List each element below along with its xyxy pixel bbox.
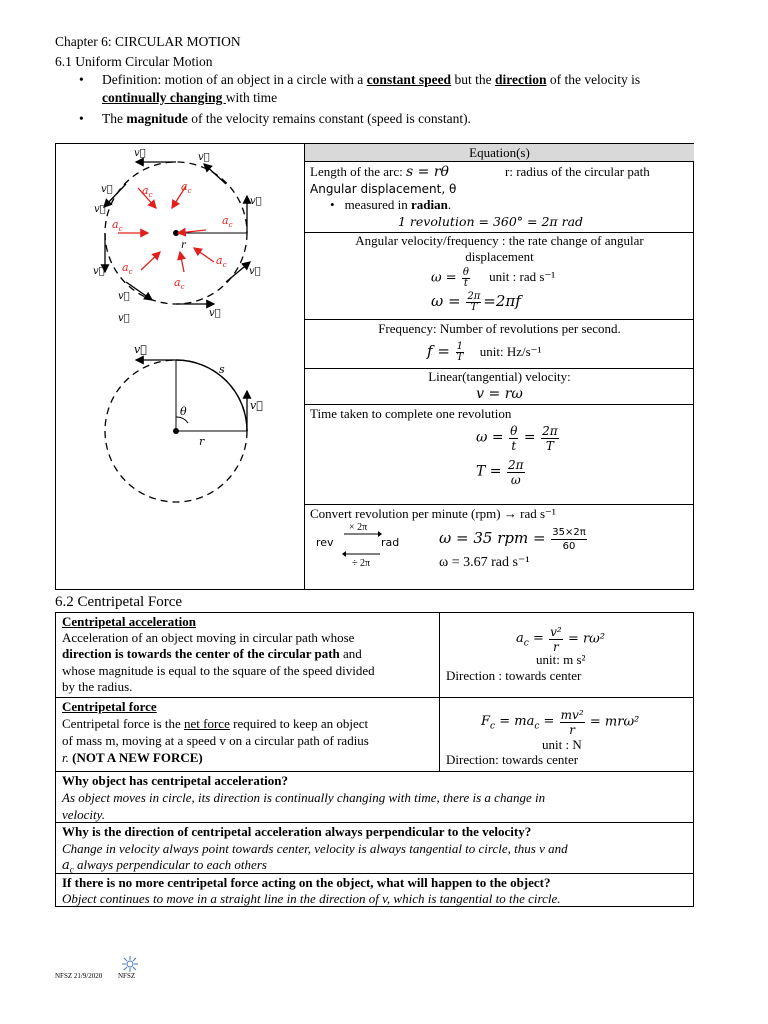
svg-text:ac: $a_c$ [122,261,133,276]
mr-omega-squared: = mrω² [589,714,640,730]
v2-over-r [549,625,563,654]
period-line: Time taken to complete one revolution [310,406,512,421]
c-sub: c [523,639,529,650]
nfsz-logo-icon [119,955,141,973]
svg-text:θ: θ [180,405,187,418]
svg-text:ac: $a_c$ [216,254,227,269]
svg-text:v⃗: v⃗ [93,266,105,277]
frac-den: 60 [562,541,576,552]
omega-result: ω = 3.67 rad s⁻¹ [439,555,530,570]
hz-unit: unit: Hz/s⁻¹ [479,343,542,359]
svg-text:v⃗: v⃗ [250,399,263,412]
definition-text-4: with time [225,90,278,105]
fc-symbol [481,714,555,733]
2pi-over-T [541,424,559,453]
rpm-fraction [551,526,587,553]
times-2pi-label: × 2π [349,522,368,533]
cent-acc-unit: unit: m s² [536,652,586,667]
div-2pi-label: ÷ 2π [352,558,371,569]
svg-text:s: s [219,363,225,376]
definition-text-2: but the [451,72,495,87]
continually-changing-term: continually changing [102,90,226,105]
arc-length-equation: s = rθ [406,164,449,180]
cent-acc-line1: Acceleration of an object moving in circular path whose [62,630,355,645]
radius-note: r: radius of the circular path [505,164,650,179]
cent-acc-line4: by the radius. [62,679,133,694]
arc-length-label: Length of the arc: [310,164,407,179]
magnitude-bullet [102,110,471,128]
period-equation [476,458,527,487]
chapter-title: Chapter 6: CIRCULAR MOTION [55,34,241,49]
svg-text:r: r [181,240,186,251]
2pi-over-T [466,292,481,313]
frac-num: 2π [467,291,481,302]
ac-symbol [516,631,544,650]
section-6-2-title: 6.2 Centripetal Force [55,594,183,610]
cent-force-unit: unit : N [542,737,582,752]
equals: = [523,429,536,446]
answer-1-line1: As object moves in circle, its direction is continually changing with time, there is a change in [62,790,546,805]
angular-velocity-line2: displacement [465,249,534,264]
footer-text: NFSZ 21/9/2020 [55,972,103,980]
rad-per-s-unit: unit : rad s⁻¹ [489,269,556,285]
ma-term: = ma [495,714,535,730]
cent-acc-equation [516,625,605,654]
svg-text:v⃗: v⃗ [198,152,210,163]
equals: = [528,631,544,647]
radian-term: radian [410,197,448,212]
magnitude-text-2: of the velocity remains constant (speed is constant). [187,111,471,126]
rev-label: rev [316,536,334,549]
cent-acc-line2 [62,646,362,662]
r-variable: r. [62,750,73,765]
omega-35rpm: ω = 35 rpm = [439,528,546,547]
equations-header: Equation(s) [305,144,694,162]
centripetal-acceleration-title: Centripetal acceleration [62,614,196,629]
row-divider [56,822,693,823]
omega-2pi-equation [431,292,521,313]
svg-text:ac: $a_c$ [142,184,153,199]
row-divider [305,404,694,405]
row-divider [56,771,693,772]
frac-den: r [553,640,559,654]
row-divider [305,504,694,505]
omega-rpm-equation [439,526,589,553]
cent-force-line2: of mass m, moving at a speed v on a circular path of radius [62,733,369,748]
bullet-dot: • [79,111,84,126]
svg-text:v⃗: v⃗ [118,313,130,324]
definition-text-3: of the velocity is [546,72,641,87]
1-over-T [456,342,464,363]
bullet-dot: • [79,72,84,87]
frequency-equation [427,342,541,363]
omega-symbol: ω = [431,270,457,286]
arc-length-diagram [56,339,304,509]
frac-num: 2π [508,458,524,472]
question-2: Why is the direction of centripetal acceleration always perpendicular to the velocity? [62,824,532,839]
c-sub: c [490,722,496,733]
svg-text:v⃗: v⃗ [94,204,106,215]
frac-num: θ [510,424,518,438]
direction-definition: direction is towards the center of the circular path [62,646,340,661]
frac-den: ω [510,473,521,487]
omega-2pif: =2πf [483,291,521,310]
question-1: Why object has centripetal acceleration? [62,773,289,788]
frac-num: mv² [560,708,584,722]
cf-text-2: required to keep an object [229,716,369,731]
r-omega-squared: = rω² [567,631,605,647]
row-divider [56,697,693,698]
cent-acc-line3: whose magnitude is equal to the square of the speed divided [62,663,375,678]
answer-3: Object continues to move in a straight line in the direction of v, which is tangential to the circle. [62,891,561,906]
svg-text:ac: $a_c$ [174,276,185,291]
arc-length-line [310,164,690,180]
question-3: If there is no more centripetal force acting on the object, what will happen to the object? [62,875,551,890]
theta-over-t [509,424,518,453]
equals: = [539,714,555,730]
angular-velocity-line1: Angular velocity/frequency : the rate change of angular [355,233,644,248]
cf-text: Centripetal force is the [62,716,185,731]
direction-term: direction [494,72,547,87]
centripetal-table [55,612,694,907]
answer-2-line1: Change in velocity always point towards center, velocity is always tangential to circle, thus v and [62,841,568,856]
T-symbol: T = [476,463,502,480]
magnitude-text: The [102,111,127,126]
svg-text:v⃗: v⃗ [134,343,147,356]
svg-text:ac: $a_c$ [181,180,192,195]
frac-den: r [569,723,576,737]
magnitude-term: magnitude [126,111,188,126]
frac-num: θ [462,267,469,278]
angular-displacement-label: Angular displacement, θ [310,182,457,196]
svg-text:v⃗: v⃗ [249,266,261,277]
frac-den: T [456,352,464,363]
convert-rpm-line: Convert revolution per minute (rpm) → rad s⁻¹ [310,506,556,521]
frac-den: t [511,439,517,453]
equations-table [55,143,694,590]
a-letter: a [516,631,524,647]
svg-text:v⃗: v⃗ [209,308,221,319]
perpendicular-text: always perpendicular to each others [73,857,267,872]
and-text: and [339,646,362,661]
linear-velocity-equation: v = rω [476,386,523,402]
radian-period: . [447,197,452,212]
uniform-circular-motion-diagram [56,144,304,334]
table-divider [304,144,305,589]
radian-bullet: • measured in radian. [330,197,452,212]
cent-force-line3 [62,750,203,766]
section-6-1-title: 6.1 Uniform Circular Motion [55,54,213,69]
not-a-new-force: (NOT A NEW FORCE) [72,750,203,765]
frac-den: t [463,278,468,289]
svg-text:v⃗: v⃗ [118,291,130,302]
c-sub: c [534,722,540,733]
definition-bullet [102,71,722,107]
revolution-equation: 1 revolution = 360° = 2π rad [398,214,584,229]
a-letter: a [62,858,70,873]
omega-symbol: ω = [431,291,461,310]
svg-text:v⃗: v⃗ [134,148,146,159]
frac-num: 2π [542,424,558,438]
svg-text:v⃗: v⃗ [101,184,113,195]
frac-den: T [545,439,554,453]
cent-force-equation [481,708,639,737]
c-sub: c [69,864,74,875]
f-symbol: f = [427,341,450,360]
answer-1-line2: velocity. [62,807,105,822]
omega-symbol: ω = [476,429,504,446]
frequency-line: Frequency: Number of revolutions per second. [378,321,621,336]
F-letter: F [481,714,491,730]
omega-theta-equation [431,268,555,289]
definition-text: Definition: motion of an object in a circle with a [102,72,367,87]
rad-label: rad [381,536,400,549]
frac-num: v² [550,625,562,639]
row-divider [305,319,694,320]
conversion-arrows [342,529,382,559]
linear-velocity-line: Linear(tangential) velocity: [428,369,571,384]
mv2-over-r [560,708,585,737]
cent-force-line1 [62,716,368,732]
frac-num: 1 [456,341,464,352]
svg-text:ac: $a_c$ [222,214,233,229]
cent-force-direction: Direction: towards center [446,752,579,767]
cent-acc-direction: Direction : towards center [446,668,582,683]
net-force-term: net force [184,716,230,731]
frac-den: T [470,302,478,313]
radian-text: measured in [344,197,411,212]
omega-period-equation [476,424,561,453]
frac-num: 35×2π [552,527,586,538]
svg-text:r: r [199,435,205,448]
2pi-over-omega [507,458,525,487]
centripetal-force-title: Centripetal force [62,699,157,714]
svg-text:ac: $a_c$ [112,218,123,233]
footer-logo-text: NFSZ [118,972,136,980]
constant-speed-term: constant speed [366,72,452,87]
theta-over-t [462,268,470,289]
svg-text:v⃗: v⃗ [250,196,262,207]
table-divider [439,613,440,771]
